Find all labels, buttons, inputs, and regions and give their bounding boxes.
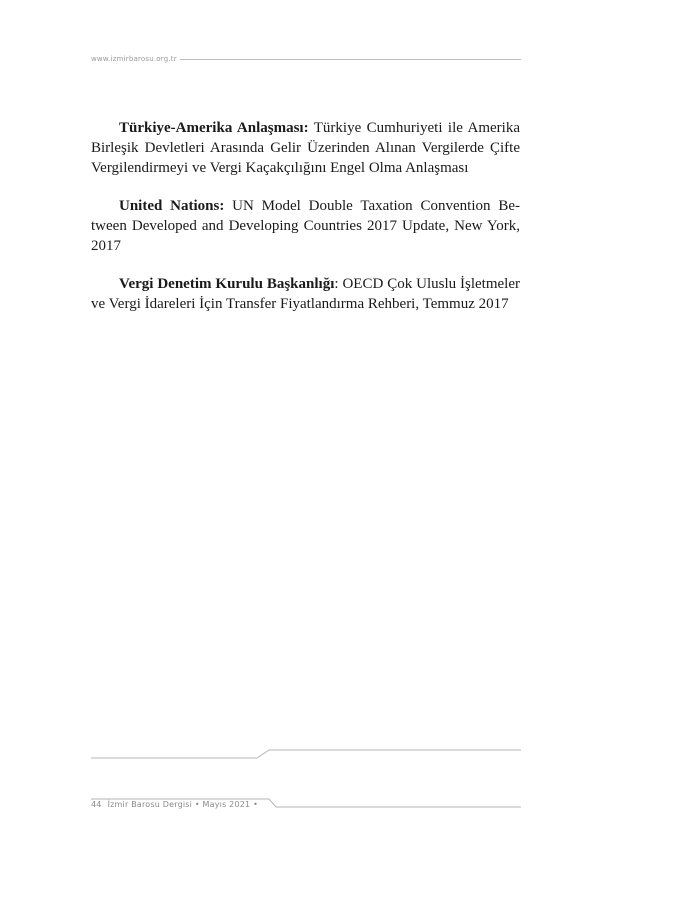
reference-term: United Nations: — [119, 198, 225, 214]
reference-text: : OECD Çok Uluslu İşletmeler ve Vergi İdareleri İçin Transfer Fiyatlandırma Rehberi, Temmuz 2017 — [91, 276, 520, 312]
reference-term: Türkiye-Amerika Anlaşması: — [119, 120, 309, 136]
page-footer — [91, 798, 521, 814]
reference-list — [91, 118, 520, 332]
reference-entry — [91, 274, 520, 314]
footer-text — [91, 800, 258, 809]
reference-term: Vergi Denetim Kurulu Başkanlığı — [119, 276, 335, 292]
page-number: 44 — [91, 800, 102, 809]
content-end-rule — [91, 746, 521, 762]
journal-info: İzmir Barosu Dergisi • Mayıs 2021 • — [107, 800, 258, 809]
reference-entry — [91, 118, 520, 178]
reference-text: Türkiye Cumhuriyeti ile Amerika Birleşik Devletleri Arasında Gelir Üzerinden Alınan Vergilerde Çifte Vergilendirmeyi ve Vergi Kaçakçılığını Engel Olma Anlaşması — [91, 120, 521, 176]
page-header — [91, 52, 521, 66]
header-rule — [180, 59, 521, 60]
header-url: www.izmirbarosu.org.tr — [91, 55, 177, 63]
reference-text: UN Model Double Taxation Convention Between Developed and Developing Countries 2017 Update, New York, 2017 — [91, 198, 520, 254]
reference-entry — [91, 196, 520, 256]
